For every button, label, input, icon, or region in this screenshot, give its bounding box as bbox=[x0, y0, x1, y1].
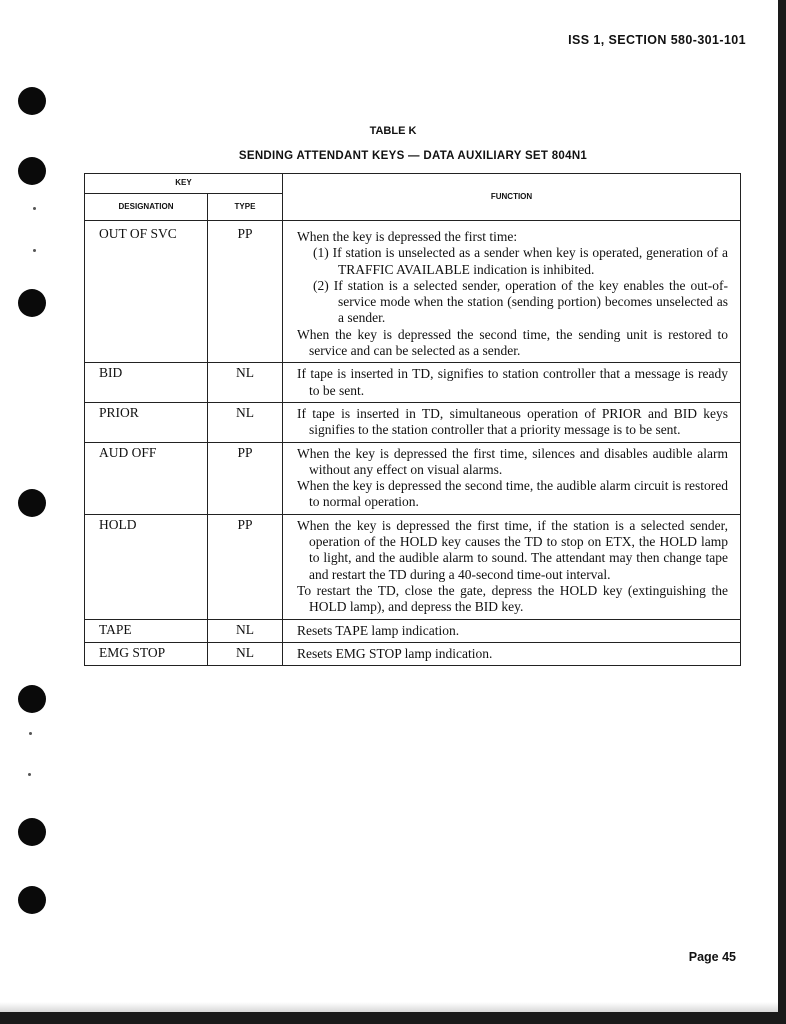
scan-speck bbox=[28, 773, 31, 776]
scan-edge-bottom bbox=[0, 1012, 786, 1024]
type-cell: PP bbox=[208, 221, 283, 363]
table-row bbox=[85, 642, 741, 665]
function-cell bbox=[283, 402, 741, 442]
type-cell: NL bbox=[208, 619, 283, 642]
function-text: When the key is depressed the first time: bbox=[297, 229, 518, 244]
designation-cell: BID bbox=[85, 363, 208, 403]
scan-speck bbox=[29, 732, 32, 735]
designation-cell: EMG STOP bbox=[85, 642, 208, 665]
header-designation: DESIGNATION bbox=[85, 194, 208, 221]
designation-cell: HOLD bbox=[85, 514, 208, 619]
table-row bbox=[85, 363, 741, 403]
function-text: When the key is depressed the second time, the audible alarm circuit is restored to normal operation. bbox=[297, 478, 729, 510]
function-text: If tape is inserted in TD, signifies to station controller that a message is ready to be sent. bbox=[297, 366, 729, 398]
scan-speck bbox=[33, 207, 36, 210]
punch-hole bbox=[18, 289, 46, 317]
page-number: Page 45 bbox=[688, 950, 736, 964]
header-key: KEY bbox=[85, 174, 283, 194]
function-cell bbox=[283, 514, 741, 619]
function-text: Resets TAPE lamp indication. bbox=[297, 622, 460, 638]
punch-hole bbox=[18, 489, 46, 517]
function-cell bbox=[283, 642, 741, 665]
designation-cell: OUT OF SVC bbox=[85, 221, 208, 363]
function-cell bbox=[283, 442, 741, 514]
table-row bbox=[85, 402, 741, 442]
type-cell: NL bbox=[208, 402, 283, 442]
function-cell bbox=[283, 363, 741, 403]
function-text: When the key is depressed the first time, silences and disables audible alarm without any effect on visual alarms. bbox=[297, 445, 729, 477]
punch-hole bbox=[18, 685, 46, 713]
type-cell: NL bbox=[208, 642, 283, 665]
type-cell: PP bbox=[208, 514, 283, 619]
designation-cell: AUD OFF bbox=[85, 442, 208, 514]
function-text: To restart the TD, close the gate, depress the HOLD key (extinguishing the HOLD lamp), and depress the BID key. bbox=[297, 582, 729, 615]
function-list-item: (1) If station is unselected as a sender when key is operated, generation of a TRAFFIC AVAILABLE indication is inhibited. bbox=[313, 245, 729, 277]
punch-hole bbox=[18, 818, 46, 846]
punch-hole bbox=[18, 87, 46, 115]
table-row bbox=[85, 442, 741, 514]
table-label: TABLE K bbox=[369, 125, 417, 137]
function-text: If tape is inserted in TD, simultaneous operation of PRIOR and BID keys signifies to the station controller that a priority message is to be sent. bbox=[297, 405, 729, 438]
punch-hole bbox=[18, 886, 46, 914]
function-cell bbox=[283, 221, 741, 363]
scan-speck bbox=[33, 249, 36, 252]
header-type: TYPE bbox=[208, 194, 283, 221]
table-row bbox=[85, 619, 741, 642]
function-text: Resets EMG STOP lamp indication. bbox=[297, 645, 493, 661]
table-title: SENDING ATTENDANT KEYS — DATA AUXILIARY SET 804N1 bbox=[238, 150, 588, 162]
designation-cell: TAPE bbox=[85, 619, 208, 642]
table-row bbox=[85, 221, 741, 363]
type-cell: PP bbox=[208, 442, 283, 514]
page-shadow bbox=[0, 1002, 778, 1012]
function-cell bbox=[283, 619, 741, 642]
function-text: When the key is depressed the second time, the sending unit is restored to service and can be selected as a sender. bbox=[297, 326, 729, 359]
function-list-item: (2) If station is a selected sender, operation of the key enables the out-of-service mode when the station (sending portion) becomes unselected as a sender. bbox=[313, 277, 729, 326]
function-text: When the key is depressed the first time, if the station is a selected sender, operation of the HOLD key causes the TD to stop on ETX, the HOLD lamp to light, and the audible alarm to sound. The attendant may then change tape and restart the TD during a 40-second time-out interval. bbox=[297, 517, 729, 582]
header-function: FUNCTION bbox=[283, 174, 741, 221]
table-row bbox=[85, 514, 741, 619]
keys-table bbox=[84, 173, 741, 666]
type-cell: NL bbox=[208, 363, 283, 403]
designation-cell: PRIOR bbox=[85, 402, 208, 442]
section-header: ISS 1, SECTION 580-301-101 bbox=[568, 33, 746, 47]
